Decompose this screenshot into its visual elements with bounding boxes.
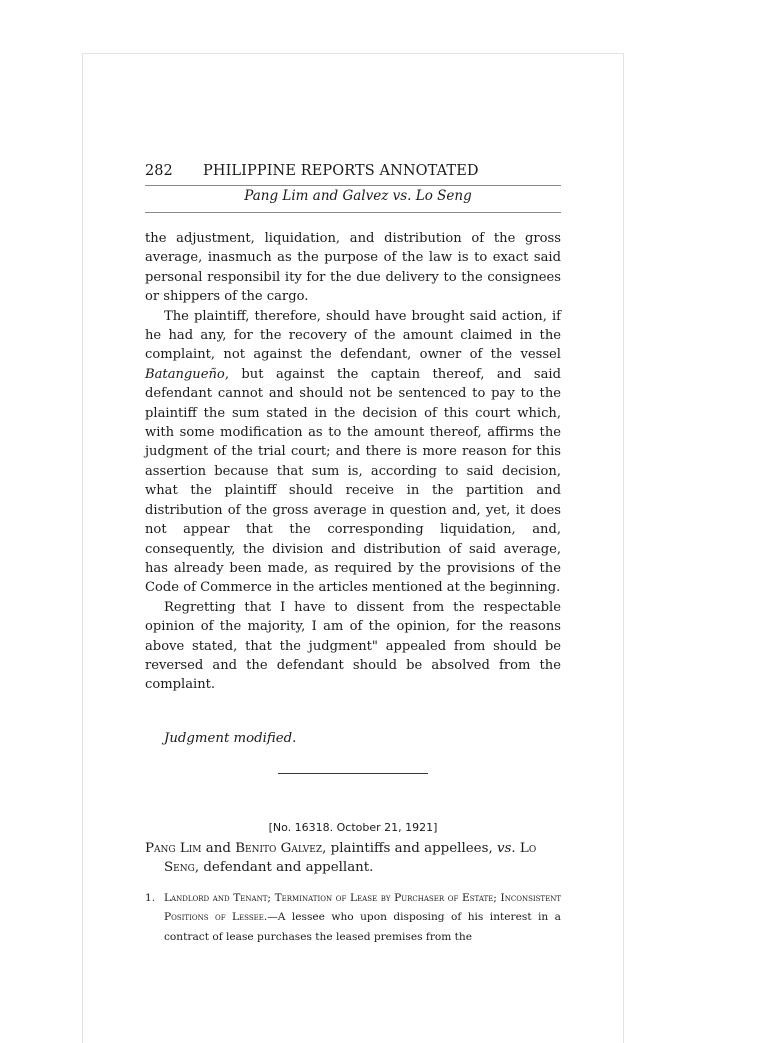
party-role-appellant: , defendant and appellant. — [194, 860, 374, 876]
page-content — [145, 163, 561, 947]
parties-and: and — [201, 840, 236, 856]
reporter-title: PHILIPPINE REPORTS ANNOTATED — [203, 163, 479, 179]
page-number: 282 — [145, 163, 173, 179]
versus: vs. — [496, 840, 516, 856]
vessel-name: Batangueño — [145, 366, 225, 382]
dissent-opinion — [145, 229, 561, 695]
paragraph-3: Regretting that I have to dissent from the respectable opinion of the majority, I am of the opinion, for the reasons above stated, that the judgment" appealed from should be reversed and the defendant should be absolved from the complaint. — [145, 599, 561, 693]
paragraph-2-part-b: , but against the captain thereof, and said defendant cannot and should not be sentenced to pay to the plaintiff the sum stated in the decision of this court which, with some modification as to the amount thereof, affirms the judgment of the trial court; and there is more reason for this assertion because that sum is, according to said decision, what the plaintiff should receive in the partition and distribution of the gross average in question and, yet, it does not appear that the corresponding liquidation, and, consequently, the division and distribution of said average, has already been made, as required by the provisions of the Code of Commerce in the articles mentioned at the beginning. — [145, 366, 561, 596]
paragraph-2-part-a: The plaintiff, therefore, should have brought said action, if he had any, for the recovery of the amount claimed in the complaint, not against the defendant, owner of the vessel — [145, 308, 561, 363]
running-head — [145, 163, 561, 185]
syllabus-number: 1. — [145, 891, 156, 904]
party-lo-seng: Lo Seng — [164, 840, 537, 876]
case-title: Pang Lim and Galvez vs. Lo Seng — [244, 188, 472, 204]
section-separator — [278, 773, 428, 774]
party-role-appellees: , plaintiffs and appellees, — [322, 840, 497, 856]
header-rule-bottom — [145, 212, 561, 213]
syllabus-text: —A lessee who upon disposing of his interest in a contract of lease purchases the leased premises from the — [164, 911, 561, 943]
party-benito-galvez: Benito Galvez — [235, 840, 323, 856]
paragraph-1: the adjustment, liquidation, and distribution of the gross average, inasmuch as the purpose of the law is to exact said personal responsibil ity for the due delivery to the consignees or shippers of the cargo. — [145, 231, 561, 305]
syllabus-item-1 — [145, 889, 561, 948]
party-pang-lim: Pang Lim — [145, 840, 202, 856]
disposition: Judgment modified. — [164, 730, 297, 746]
case-parties — [145, 839, 561, 878]
syllabus-topic: Landlord and Tenant; Termination of Lease by Purchaser of Estate; Inconsistent Positions of Lessee. — [164, 891, 561, 924]
docket-line: [No. 16318. October 21, 1921] — [268, 820, 438, 834]
paragraph-2 — [145, 307, 561, 598]
